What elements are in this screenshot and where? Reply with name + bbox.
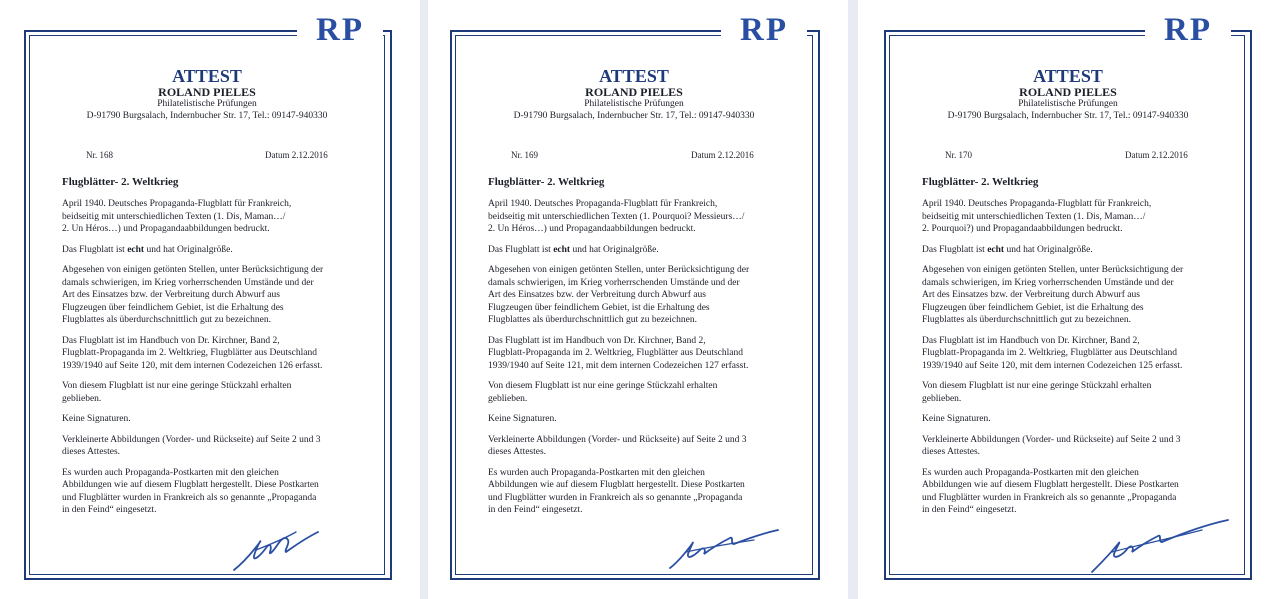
rp-logo: RP bbox=[740, 12, 788, 48]
attest-content bbox=[62, 66, 362, 525]
attest-sheet-168 bbox=[0, 0, 420, 599]
attest-meta bbox=[488, 150, 788, 164]
paragraph-images: Verkleinerte Abbildungen (Vorder- und Rückseite) auf Seite 2 und 3 dieses Attestes. bbox=[62, 434, 321, 457]
paragraph-images: Verkleinerte Abbildungen (Vorder- und Rückseite) auf Seite 2 und 3 dieses Attestes. bbox=[488, 434, 747, 457]
attest-heading: Flugblätter- 2. Weltkrieg bbox=[62, 176, 179, 188]
attest-number: Nr. 170 bbox=[945, 150, 972, 160]
paragraph-description: April 1940. Deutsches Propaganda-Flugblatt für Frankreich, beidseitig mit unterschiedlichen Texten (1. Pourquoi? Messieurs…/ 2. Un Héros…) und Propagandaabbildungen bedruckt. bbox=[488, 199, 745, 234]
paragraph-reference: Das Flugblatt ist im Handbuch von Dr. Kirchner, Band 2, Flugblatt-Propaganda im 2. Weltkrieg, Flugblätter aus Deutschland 1939/1940 auf Seite 120, mit dem internen Codezeichen 126 erfasst. bbox=[62, 335, 323, 371]
genuine-word: echt bbox=[553, 244, 571, 255]
attest-heading: Flugblätter- 2. Weltkrieg bbox=[488, 176, 605, 188]
paragraph-genuine: Das Flugblatt ist echt und hat Originalgröße. bbox=[922, 244, 1093, 255]
rp-logo: RP bbox=[316, 12, 364, 48]
paragraph-postcards: Es wurden auch Propaganda-Postkarten mit den gleichen Abbildungen wie auf diesem Flugblatt hergestellt. Diese Postkarten und Flugblätter wurden in Frankreich als so genannte „Propaganda in den Feind“ eingesetzt. bbox=[62, 467, 319, 515]
examiner-address: D-91790 Burgsalach, Indernbucher Str. 17, Tel.: 09147-940330 bbox=[947, 111, 1189, 121]
attest-sheet-170 bbox=[858, 0, 1280, 599]
attest-date: Datum 2.12.2016 bbox=[265, 150, 328, 160]
examiner-subtitle: Philatelistische Prüfungen bbox=[1018, 99, 1118, 109]
attest-date: Datum 2.12.2016 bbox=[691, 150, 754, 160]
paragraph-images: Verkleinerte Abbildungen (Vorder- und Rückseite) auf Seite 2 und 3 dieses Attestes. bbox=[922, 434, 1181, 457]
paragraph-genuine: Das Flugblatt ist echt und hat Originalgröße. bbox=[488, 244, 659, 255]
paragraph-genuine: Das Flugblatt ist echt und hat Originalgröße. bbox=[62, 244, 233, 255]
paragraph-condition: Abgesehen von einigen getönten Stellen, unter Berücksichtigung der damals schwierigen, im Krieg vorherrschenden Umstände und der Art des Einsatzes bzw. der Verbreitung durch Abwurf aus Flugzeugen über feindlichem Gebiet, ist die Erhaltung des Flugblattes als überdurchschnittlich gut zu bezeichnen. bbox=[488, 265, 750, 325]
attest-date: Datum 2.12.2016 bbox=[1125, 150, 1188, 160]
examiner-name: ROLAND PIELES bbox=[1019, 85, 1117, 99]
genuine-word: echt bbox=[987, 244, 1005, 255]
attest-number: Nr. 169 bbox=[511, 150, 538, 160]
attest-body bbox=[62, 198, 362, 517]
examiner-name: ROLAND PIELES bbox=[585, 85, 683, 99]
paragraph-signatures: Keine Signaturen. bbox=[922, 414, 991, 424]
paragraph-reference: Das Flugblatt ist im Handbuch von Dr. Kirchner, Band 2, Flugblatt-Propaganda im 2. Weltkrieg, Flugblätter aus Deutschland 1939/1940 auf Seite 120, mit dem internen Codezeichen 125 erfasst. bbox=[922, 335, 1183, 371]
paragraph-condition: Abgesehen von einigen getönten Stellen, unter Berücksichtigung der damals schwierigen, im Krieg vorherrschenden Umstände und der Art des Einsatzes bzw. der Verbreitung durch Abwurf aus Flugzeugen über feindlichem Gebiet, ist die Erhaltung des Flugblattes als überdurchschnittlich gut zu bezeichnen. bbox=[62, 265, 324, 325]
paragraph-description: April 1940. Deutsches Propaganda-Flugblatt für Frankreich, beidseitig mit unterschiedlichen Texten (1. Dis, Maman…/ 2. Pourquoi?) und Propagandaabbildungen bedruckt. bbox=[922, 199, 1152, 234]
attest-sheet-169 bbox=[428, 0, 848, 599]
attest-title: ATTEST bbox=[172, 66, 242, 86]
paragraph-postcards: Es wurden auch Propaganda-Postkarten mit den gleichen Abbildungen wie auf diesem Flugblatt hergestellt. Diese Postkarten und Flugblätter wurden in Frankreich als so genannte „Propaganda in den Feind“ eingesetzt. bbox=[488, 467, 745, 515]
attest-heading: Flugblätter- 2. Weltkrieg bbox=[922, 176, 1039, 188]
handwritten-signature bbox=[226, 520, 326, 576]
paragraph-rarity: Von diesem Flugblatt ist nur eine geringe Stückzahl erhalten geblieben. bbox=[488, 381, 718, 404]
paragraph-signatures: Keine Signaturen. bbox=[62, 414, 131, 424]
rp-logo: RP bbox=[1164, 12, 1212, 48]
examiner-subtitle: Philatelistische Prüfungen bbox=[157, 99, 257, 109]
attest-meta bbox=[62, 150, 362, 164]
paragraph-condition: Abgesehen von einigen getönten Stellen, unter Berücksichtigung der damals schwierigen, im Krieg vorherrschenden Umstände und der Art des Einsatzes bzw. der Verbreitung durch Abwurf aus Flugzeugen über feindlichem Gebiet, ist die Erhaltung des Flugblattes als überdurchschnittlich gut zu bezeichnen. bbox=[922, 265, 1184, 325]
attest-body bbox=[488, 198, 788, 517]
attest-title: ATTEST bbox=[1033, 66, 1103, 86]
attest-title: ATTEST bbox=[599, 66, 669, 86]
examiner-address: D-91790 Burgsalach, Indernbucher Str. 17, Tel.: 09147-940330 bbox=[86, 111, 328, 121]
examiner-subtitle: Philatelistische Prüfungen bbox=[584, 99, 684, 109]
paragraph-description: April 1940. Deutsches Propaganda-Flugblatt für Frankreich, beidseitig mit unterschiedlichen Texten (1. Dis, Maman…/ 2. Un Héros…) und Propagandaabbildungen bedruckt. bbox=[62, 199, 292, 234]
paragraph-signatures: Keine Signaturen. bbox=[488, 414, 557, 424]
handwritten-signature bbox=[1084, 514, 1234, 576]
examiner-name: ROLAND PIELES bbox=[158, 85, 256, 99]
paragraph-rarity: Von diesem Flugblatt ist nur eine geringe Stückzahl erhalten geblieben. bbox=[922, 381, 1152, 404]
page-gap bbox=[848, 0, 858, 599]
attest-number: Nr. 168 bbox=[86, 150, 113, 160]
attest-content bbox=[922, 66, 1222, 525]
attest-content bbox=[488, 66, 788, 525]
handwritten-signature bbox=[664, 522, 784, 572]
attest-body bbox=[922, 198, 1222, 517]
page-gap bbox=[420, 0, 428, 599]
genuine-word: echt bbox=[127, 244, 145, 255]
paragraph-rarity: Von diesem Flugblatt ist nur eine geringe Stückzahl erhalten geblieben. bbox=[62, 381, 292, 404]
attest-meta bbox=[922, 150, 1222, 164]
paragraph-reference: Das Flugblatt ist im Handbuch von Dr. Kirchner, Band 2, Flugblatt-Propaganda im 2. Weltkrieg, Flugblätter aus Deutschland 1939/1940 auf Seite 121, mit dem internen Codezeichen 127 erfasst. bbox=[488, 335, 749, 371]
examiner-address: D-91790 Burgsalach, Indernbucher Str. 17, Tel.: 09147-940330 bbox=[513, 111, 755, 121]
paragraph-postcards: Es wurden auch Propaganda-Postkarten mit den gleichen Abbildungen wie auf diesem Flugblatt hergestellt. Diese Postkarten und Flugblätter wurden in Frankreich als so genannte „Propaganda in den Feind“ eingesetzt. bbox=[922, 467, 1179, 515]
